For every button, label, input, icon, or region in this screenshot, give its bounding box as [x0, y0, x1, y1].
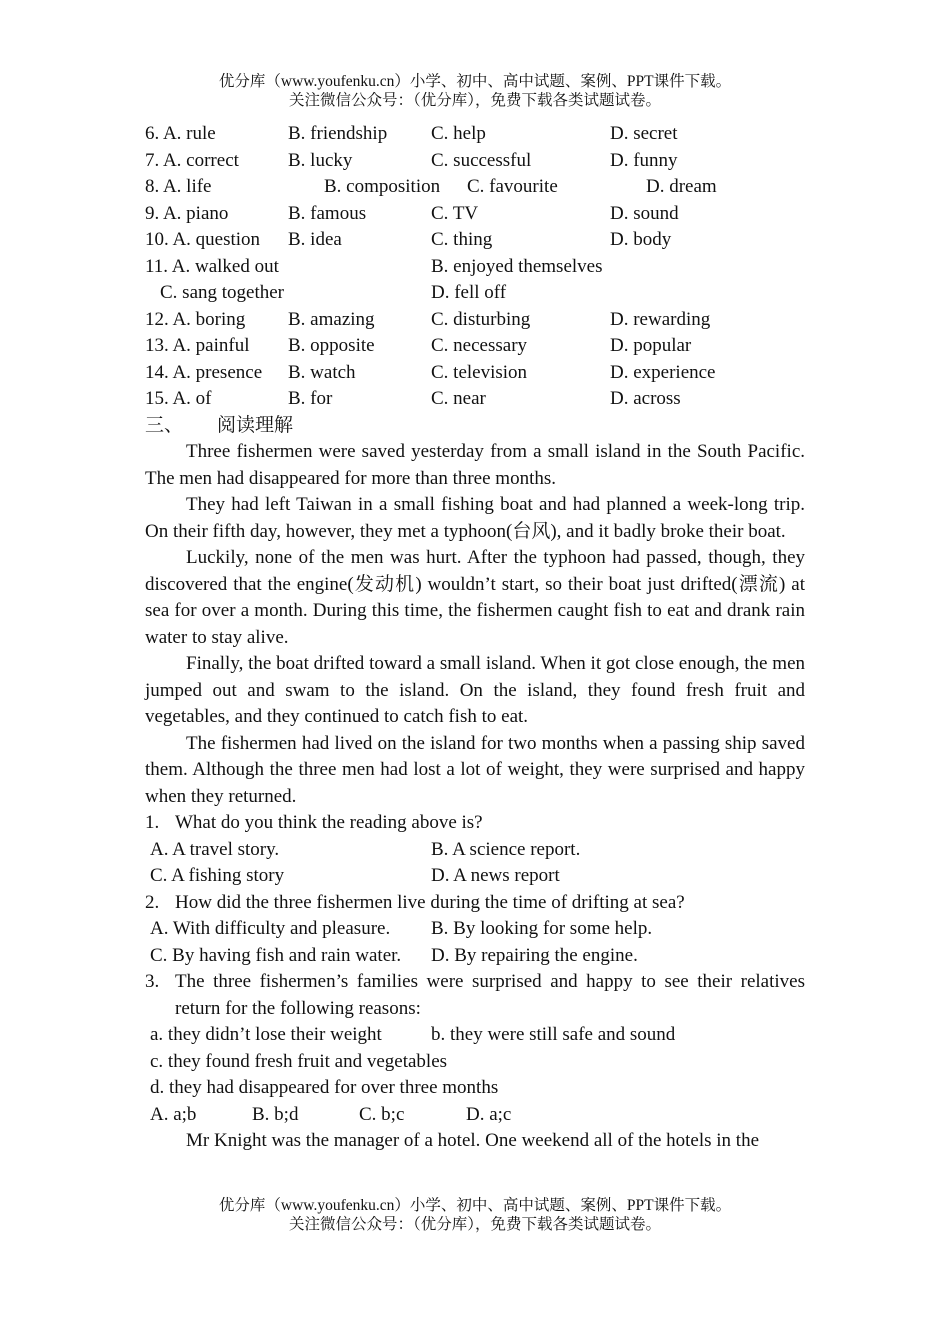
page-footer	[0, 1196, 950, 1234]
question-1	[145, 810, 805, 837]
answer-d: D. A news report	[431, 865, 560, 886]
section-number: 三、	[145, 414, 184, 436]
answer-b: B. A science report.	[431, 838, 581, 860]
answer-row	[145, 916, 805, 943]
cloze-row-11-cont	[145, 280, 805, 307]
cloze-row-7	[145, 148, 805, 175]
answer-c: C. A fishing story	[150, 865, 285, 886]
option-a: 14. A. presence	[145, 361, 263, 383]
option-b: B. amazing	[288, 308, 375, 330]
passage-paragraph: Three fishermen were saved yesterday from a small island in the South Pacific. The men had disappeared for more than three months.	[145, 441, 805, 489]
option-b: B. lucky	[288, 149, 353, 171]
option-b: B. opposite	[288, 335, 375, 356]
option-b: B. idea	[288, 229, 342, 250]
option-d: D. fell off	[431, 282, 507, 303]
answer-row	[145, 837, 805, 864]
question-text: What do you think the reading above is?	[175, 812, 483, 833]
option-c: C. favourite	[467, 176, 558, 197]
answer-d: D. a;c	[466, 1103, 512, 1125]
option-d: D. body	[610, 229, 672, 250]
passage-paragraph: Finally, the boat drifted toward a small island. When it got close enough, the men jumped out and swam to the island. On the island, they found fresh fruit and vegetables, and they continued to catch fish to eat.	[145, 653, 805, 727]
option-c: C. disturbing	[431, 308, 531, 330]
section-heading	[145, 413, 805, 440]
option-d: D. across	[610, 388, 681, 409]
option-b: B. watch	[288, 361, 356, 383]
option-b: B. enjoyed themselves	[431, 255, 603, 277]
reason-row	[145, 1075, 805, 1102]
option-a: 11. A. walked out	[145, 255, 279, 277]
reason-row	[145, 1022, 805, 1049]
answer-b: B. b;d	[252, 1103, 299, 1125]
passage-paragraph: Luckily, none of the men was hurt. After the typhoon had passed, though, they discovered that the engine(发动机) wouldn’t start, so their boat just drifted(漂流) at sea for over a month. During this time, the fishermen caught fish to eat and drank rain water to stay alive.	[145, 547, 805, 648]
reason-d: d. they had disappeared for over three months	[150, 1077, 499, 1098]
cloze-row-13	[145, 333, 805, 360]
question-number: 3.	[145, 971, 160, 992]
option-c: C. help	[431, 123, 486, 144]
answer-a: A. With difficulty and pleasure.	[150, 918, 391, 939]
option-d: D. dream	[646, 176, 717, 197]
question-number: 2.	[145, 891, 160, 913]
cloze-row-10	[145, 227, 805, 254]
option-d: D. secret	[610, 123, 678, 144]
reason-c: c. they found fresh fruit and vegetables	[150, 1050, 448, 1072]
cloze-row-9	[145, 201, 805, 228]
option-d: D. popular	[610, 335, 692, 356]
answer-d: D. By repairing the engine.	[431, 944, 638, 966]
answer-c: C. b;c	[359, 1103, 405, 1125]
answer-row	[145, 1102, 805, 1129]
header-line-2: 关注微信公众号：（优分库），免费下载各类试题试卷。	[288, 92, 661, 109]
reason-b: b. they were still safe and sound	[431, 1024, 676, 1045]
question-text: The three fishermen’s families were surprised and happy to see their relatives return for the following reasons:	[175, 971, 805, 1019]
cloze-row-8	[145, 174, 805, 201]
cloze-row-14	[145, 360, 805, 387]
option-a: 6. A. rule	[145, 123, 216, 144]
footer-line-2: 关注微信公众号：（优分库），免费下载各类试题试卷。	[288, 1216, 661, 1233]
option-d: D. experience	[610, 361, 716, 383]
passage-paragraph: The fishermen had lived on the island for two months when a passing ship saved them. Although the three men had lost a lot of weight, they were surprised and happy when they returned.	[145, 732, 805, 807]
passage-2-paragraph: Mr Knight was the manager of a hotel. One weekend all of the hotels in the	[186, 1130, 759, 1151]
cloze-row-6	[145, 121, 805, 148]
option-b: B. friendship	[288, 123, 388, 144]
answer-row	[145, 863, 805, 890]
reason-row	[145, 1049, 805, 1076]
option-b: B. for	[288, 388, 333, 409]
header-line-1: 优分库（www.youfenku.cn）小学、初中、高中试题、案例、PPT课件下载。	[218, 73, 732, 90]
page-header-top	[0, 72, 950, 110]
option-a: 7. A. correct	[145, 149, 239, 171]
question-2	[145, 890, 805, 917]
option-a: 9. A. piano	[145, 202, 229, 224]
option-a: 12. A. boring	[145, 308, 246, 330]
option-c: C. sang together	[160, 282, 285, 303]
answer-a: A. A travel story.	[150, 838, 280, 860]
option-c: C. TV	[431, 202, 479, 224]
option-c: C. successful	[431, 149, 532, 171]
question-3	[145, 969, 805, 1022]
option-b: B. composition	[324, 176, 441, 197]
option-d: D. rewarding	[610, 308, 711, 330]
cloze-row-11	[145, 254, 805, 281]
answer-b: B. By looking for some help.	[431, 918, 653, 939]
answer-a: A. a;b	[150, 1103, 197, 1125]
option-c: C. necessary	[431, 335, 528, 356]
question-number: 1.	[145, 812, 160, 833]
option-a: 10. A. question	[145, 229, 261, 250]
option-a: 8. A. life	[145, 176, 212, 197]
option-c: C. near	[431, 388, 486, 409]
answer-row	[145, 943, 805, 970]
option-a: 13. A. painful	[145, 335, 250, 356]
option-d: D. sound	[610, 202, 679, 224]
option-d: D. funny	[610, 149, 678, 171]
section-title: 阅读理解	[217, 414, 294, 436]
cloze-row-15	[145, 386, 805, 413]
option-c: C. thing	[431, 229, 493, 250]
cloze-row-12	[145, 307, 805, 334]
option-a: 15. A. of	[145, 388, 212, 409]
question-text: How did the three fishermen live during the time of drifting at sea?	[175, 891, 685, 913]
option-c: C. television	[431, 361, 528, 383]
passage-paragraph: They had left Taiwan in a small fishing boat and had planned a week-long trip. On their fifth day, however, they met a typhoon(台风), and it badly broke their boat.	[145, 494, 805, 542]
option-b: B. famous	[288, 202, 367, 224]
reason-a: a. they didn’t lose their weight	[150, 1024, 382, 1045]
footer-line-1: 优分库（www.youfenku.cn）小学、初中、高中试题、案例、PPT课件下载。	[218, 1197, 732, 1214]
exam-content	[145, 121, 805, 1155]
answer-c: C. By having fish and rain water.	[150, 944, 402, 966]
